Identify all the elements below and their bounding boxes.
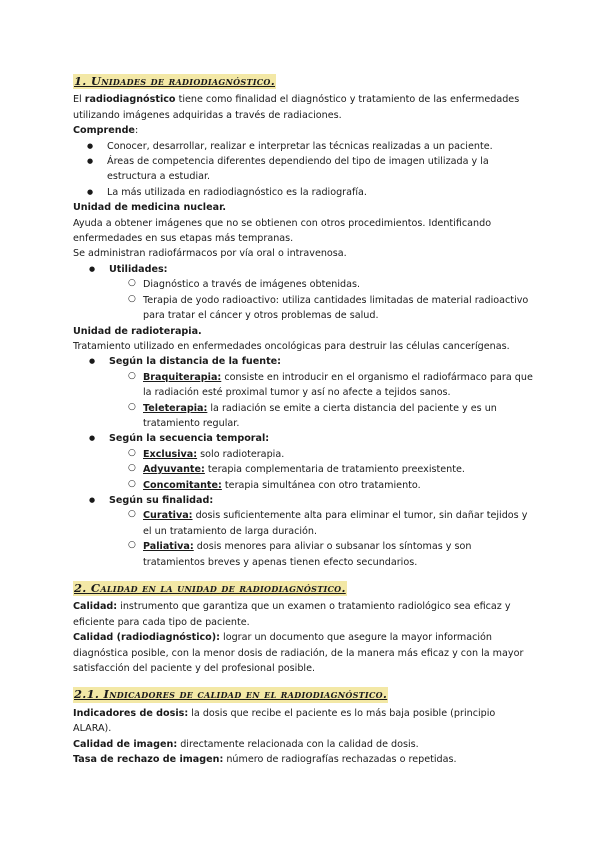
indicadores-dosis: Indicadores de dosis: la dosis que recibe el paciente es lo más baja posible (principio ALARA). [73, 707, 496, 735]
list-item: ○ Exclusiva: solo radioterapia. [73, 447, 533, 462]
calidad-definition: Calidad: instrumento que garantiza que un examen o tratamiento radiológico sea eficaz y eficiente para cada tipo de paciente. [73, 601, 511, 628]
list-item: ● Conocer, desarrollar, realizar e interpretar las técnicas realizadas a un paciente. [73, 139, 533, 154]
list-item: ○ Braquiterapia: consiste en introducir en el organismo el radiofármaco para que la radiación esté proximal tumor y así no afecte a tejidos sanos. [73, 370, 533, 401]
list-item: ● Áreas de competencia diferentes dependiendo del tipo de imagen utilizada y la estructura a estudiar. [73, 154, 533, 185]
comprende-list [73, 139, 533, 201]
list-item: ○ Curativa: dosis suficientemente alta para eliminar el tumor, sin dañar tejidos y el un tratamiento de larga duración. [73, 508, 533, 539]
comprende-label: Comprende: [73, 125, 139, 137]
nuclear-title: Unidad de medicina nuclear. [73, 202, 227, 214]
nuclear-paragraph-1: Ayuda a obtener imágenes que no se obtienen con otros procedimientos. Identificando enfermedades en sus etapas más tempranas. [73, 217, 492, 245]
radioterapia-list [73, 354, 533, 570]
list-item: ○ Terapia de yodo radioactivo: utiliza cantidades limitadas de material radioactivo para tratar el cáncer y otros problemas de salud. [73, 293, 533, 324]
calidad-imagen: Calidad de imagen: directamente relacionada con la calidad de dosis. [73, 738, 419, 750]
section-2-1-heading: 2.1. Indicadores de calidad en el radiodiagnóstico. [74, 687, 388, 702]
list-item: ○ Diagnóstico a través de imágenes obtenidas. [73, 277, 533, 292]
radioterapia-title: Unidad de radioterapia. [73, 325, 202, 337]
list-item: ○ Teleterapia: la radiación se emite a cierta distancia del paciente y es un tratamiento regular. [73, 401, 533, 432]
list-item: ○ Concomitante: terapia simultánea con otro tratamiento. [73, 478, 533, 493]
section-2-heading: 2. Calidad en la unidad de radiodiagnóstico. [74, 581, 346, 595]
section-1-intro: El radiodiagnóstico tiene como finalidad el diagnóstico y tratamiento de las enfermedades utilizando imágenes adquiridas a través de radiaciones. [73, 94, 520, 121]
utilidades-sublist [73, 277, 533, 323]
distancia-label: Según la distancia de la fuente: [109, 356, 282, 368]
utilidades-label: Utilidades: [109, 263, 168, 275]
radioterapia-paragraph: Tratamiento utilizado en enfermedades oncológicas para destruir las células cancerígenas. [73, 340, 510, 352]
secuencia-label: Según la secuencia temporal: [109, 433, 270, 445]
tasa-rechazo: Tasa de rechazo de imagen: número de radiografías rechazadas o repetidas. [73, 754, 457, 766]
document-page [73, 74, 533, 767]
list-item: ○ Adyuvante: terapia complementaria de tratamiento preexistente. [73, 462, 533, 477]
nuclear-paragraph-2: Se administran radiofármacos por vía oral o intravenosa. [73, 248, 347, 260]
section-1-heading: 1. Unidades de radiodiagnóstico. [74, 74, 276, 88]
finalidad-label: Según su finalidad: [109, 494, 214, 506]
utilidades-list [73, 262, 533, 324]
list-item: ● La más utilizada en radiodiagnóstico es la radiografía. [73, 185, 533, 200]
calidad-radiodiagnostico-definition: Calidad (radiodiagnóstico): lograr un documento que asegure la mayor información diagnóstica posible, con la menor dosis de radiación, de la manera más eficaz y con la mayor satisfacción del paciente y del profesional posible. [73, 632, 524, 675]
list-item: ○ Paliativa: dosis menores para aliviar o subsanar los síntomas y son tratamientos breves y apenas tienen efecto secundarios. [73, 539, 533, 570]
